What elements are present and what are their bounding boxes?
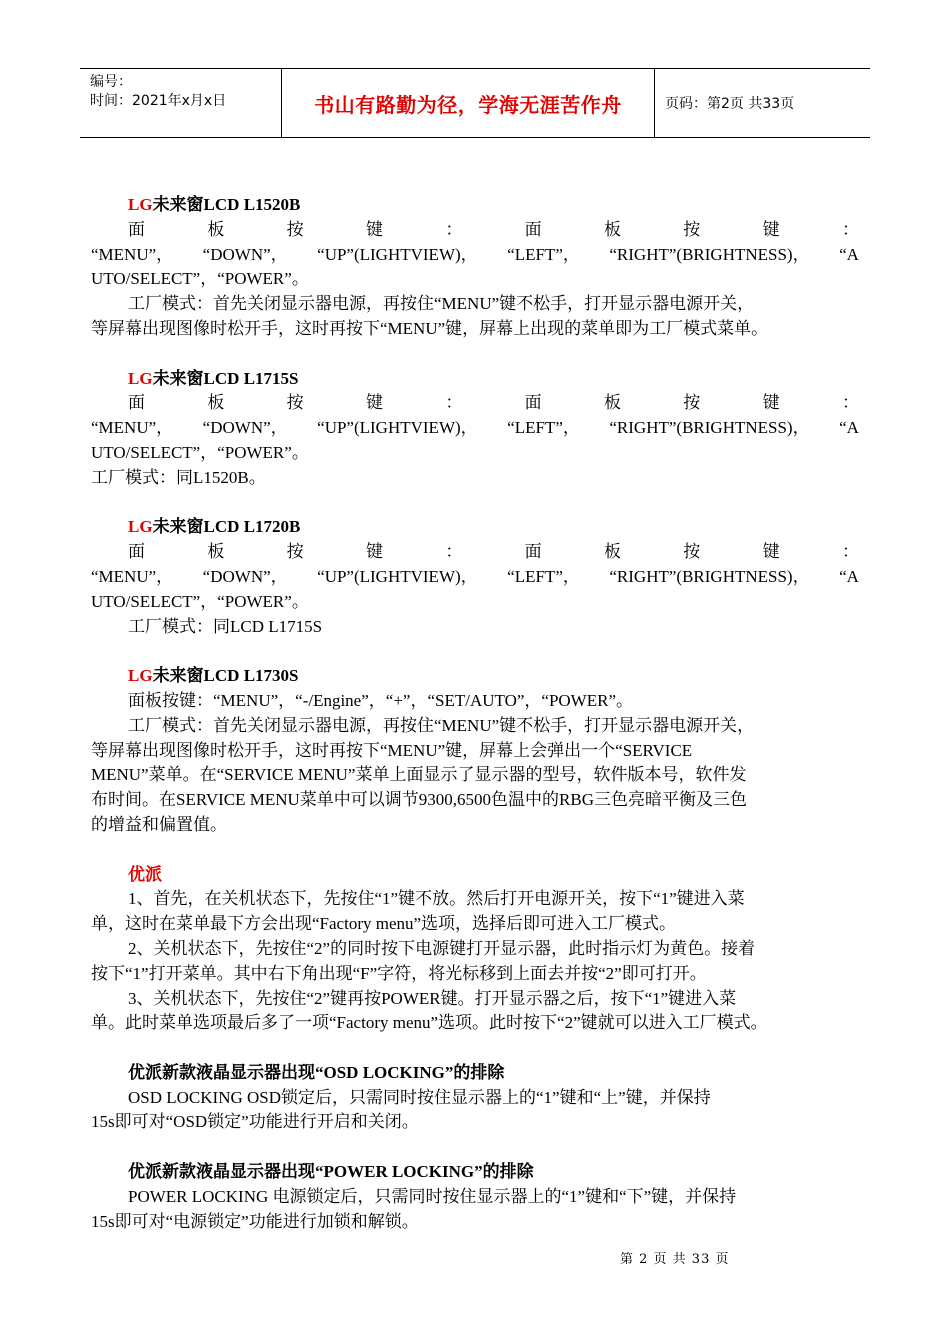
keys-list-cont-l1720b: UTO/SELECT”，“POWER”。 bbox=[91, 591, 309, 611]
factory-line-l1730s-1: 工厂模式：首先关闭显示器电源，再按住“MENU”键不松手，打开显示器电源开关， bbox=[128, 715, 755, 735]
keys-list-l1520b: “MENU”， “DOWN”， “UP”(LIGHTVIEW)， “LEFT”， “RIGHT”(BRIGHTNESS)， “A bbox=[91, 244, 859, 264]
factory-line-l1730s-2: 等屏幕出现图像时松开手，这时再按下“MENU”键，屏幕上会弹出一个“SERVICE bbox=[91, 740, 693, 760]
youpai-step-2a: 2、关机状态下，先按住“2”的同时按下电源键打开显示器，此时指示灯为黄色。接着 bbox=[128, 938, 756, 958]
header-table bbox=[80, 68, 870, 138]
keys-list-cont-l1715s: UTO/SELECT”，“POWER”。 bbox=[91, 442, 309, 462]
section-title-youpai: 优派 bbox=[128, 864, 162, 884]
keys-label-l1720b: 面 板 按 键 ： 面 板 按 键 ： bbox=[128, 542, 859, 562]
osd-line-2: 15s即可对“OSD锁定”功能进行开启和关闭。 bbox=[91, 1112, 419, 1132]
keys-label-l1715s: 面 板 按 键 ： 面 板 按 键 ： bbox=[128, 393, 859, 413]
factory-line-l1730s-4: 布时间。在SERVICE MENU菜单中可以调节9300,6500色温中的RBG三色亮暗平衡及三色 bbox=[91, 790, 747, 810]
factory-line-l1730s-5: 的增益和偏置值。 bbox=[91, 814, 227, 834]
document-body bbox=[91, 193, 859, 1234]
youpai-step-3a: 3、关机状态下，先按住“2”键再按POWER键。打开显示器之后，按下“1”键进入菜 bbox=[128, 988, 737, 1008]
keys-list-cont-l1520b: UTO/SELECT”，“POWER”。 bbox=[91, 269, 309, 289]
youpai-step-1b: 单，这时在菜单最下方会出现“Factory menu”选项，选择后即可进入工厂模式。 bbox=[91, 914, 677, 934]
section-title-l1720b: LG未来窗LCD L1720B bbox=[128, 517, 301, 537]
factory-line-l1720b: 工厂模式：同LCD L1715S bbox=[128, 616, 323, 636]
section-title-l1520b: LG未来窗LCD L1520B bbox=[128, 195, 301, 214]
youpai-step-1a: 1、首先，在关机状态下，先按住“1”键不放。然后打开电源开关，按下“1”键进入菜 bbox=[128, 889, 745, 909]
doc-date-label: 时间：2021年x月x日 bbox=[90, 93, 227, 109]
header-meta-cell bbox=[80, 69, 282, 137]
footer-page-number: 第 2 页 共 33 页 bbox=[620, 1252, 730, 1267]
power-line-1: POWER LOCKING 电源锁定后，只需同时按住显示器上的“1”键和“下”键，并保持 bbox=[128, 1186, 737, 1206]
factory-line-l1730s-3: MENU”菜单。在“SERVICE MENU”菜单上面显示了显示器的型号，软件版本号，软件发 bbox=[91, 765, 747, 785]
keys-label-l1520b: 面 板 按 键 ： 面 板 按 键 ： bbox=[128, 219, 859, 239]
factory-line-l1520b-2: 等屏幕出现图像时松开手，这时再按下“MENU”键，屏幕上出现的菜单即为工厂模式菜单。 bbox=[91, 318, 769, 338]
power-line-2: 15s即可对“电源锁定”功能进行加锁和解锁。 bbox=[91, 1211, 419, 1231]
youpai-step-3b: 单。此时菜单选项最后多了一项“Factory menu”选项。此时按下“2”键就可以进入工厂模式。 bbox=[91, 1013, 768, 1033]
doc-code-label: 编号： bbox=[90, 74, 132, 90]
section-title-osd: 优派新款液晶显示器出现“OSD LOCKING”的排除 bbox=[128, 1062, 505, 1082]
osd-line-1: OSD LOCKING OSD锁定后，只需同时按住显示器上的“1”键和“上”键，并保持 bbox=[128, 1087, 711, 1107]
section-title-l1730s: LG未来窗LCD L1730S bbox=[128, 666, 299, 686]
keys-line-l1730s: 面板按键：“MENU”，“-/Engine”，“+”，“SET/AUTO”，“POWER”。 bbox=[128, 690, 633, 710]
factory-line-l1715s: 工厂模式：同L1520B。 bbox=[91, 467, 266, 487]
factory-line-l1520b-1: 工厂模式：首先关闭显示器电源，再按住“MENU”键不松手，打开显示器电源开关， bbox=[128, 294, 755, 314]
keys-list-l1715s: “MENU”， “DOWN”， “UP”(LIGHTVIEW)， “LEFT”， “RIGHT”(BRIGHTNESS)， “A bbox=[91, 418, 859, 438]
section-title-l1715s: LG未来窗LCD L1715S bbox=[128, 368, 299, 388]
keys-list-l1720b: “MENU”， “DOWN”， “UP”(LIGHTVIEW)， “LEFT”， “RIGHT”(BRIGHTNESS)， “A bbox=[91, 566, 859, 586]
header-page-info: 页码：第2页 共33页 bbox=[665, 96, 795, 112]
youpai-step-2b: 按下“1”打开菜单。其中右下角出现“F”字符，将光标移到上面去并按“2”即可打开。 bbox=[91, 963, 707, 983]
header-motto: 书山有路勤为径，学海无涯苦作舟 bbox=[282, 69, 655, 137]
section-title-power: 优派新款液晶显示器出现“POWER LOCKING”的排除 bbox=[128, 1162, 534, 1182]
